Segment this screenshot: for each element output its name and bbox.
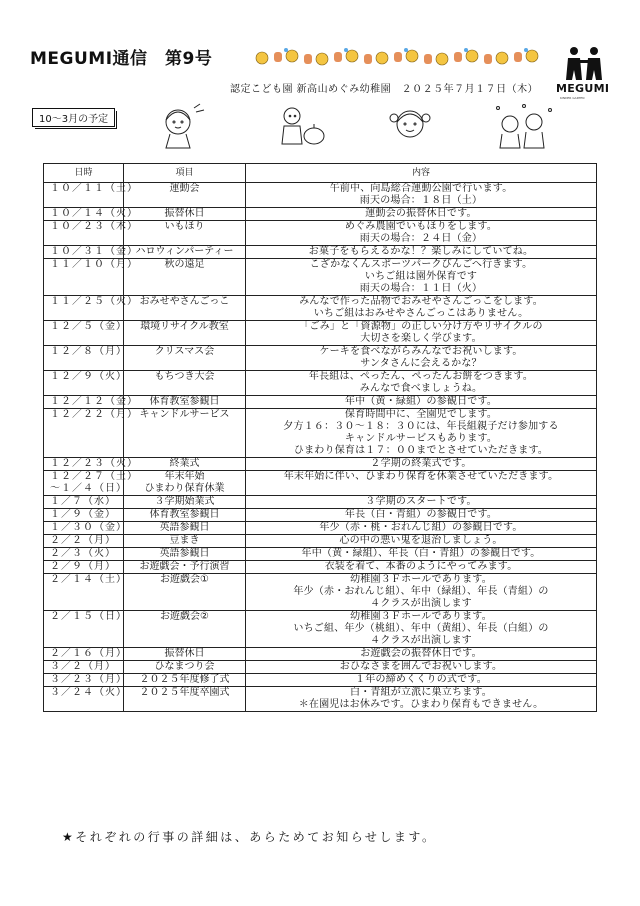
cell-item bbox=[124, 246, 246, 259]
cell-content-line: 年中（黄・緑組）、年長（白・青組）の参観日です。 bbox=[301, 548, 541, 559]
cell-item bbox=[124, 221, 246, 246]
table-row bbox=[44, 574, 597, 611]
table-row bbox=[44, 259, 597, 296]
cell-content bbox=[246, 221, 597, 246]
cell-date-line: ２／１６（月） bbox=[50, 648, 127, 659]
cell-item-line: 振替休日 bbox=[164, 208, 205, 219]
cell-date-line: ～１／４（日） bbox=[50, 483, 127, 494]
cell-item bbox=[124, 471, 246, 496]
table-row bbox=[44, 548, 597, 561]
cell-date bbox=[44, 221, 138, 246]
cell-date bbox=[44, 246, 138, 259]
table-row bbox=[44, 522, 597, 535]
cell-item-line: お遊戯会・予行演習 bbox=[139, 561, 230, 572]
cell-date-line: １２／８（月） bbox=[50, 346, 127, 357]
cell-item bbox=[124, 522, 246, 535]
cell-content bbox=[246, 661, 597, 674]
cell-item bbox=[124, 687, 246, 712]
cell-item bbox=[124, 548, 246, 561]
cell-date bbox=[44, 296, 138, 321]
cell-date-line: １２／２２（月） bbox=[50, 409, 138, 420]
cell-content-line: 幼稚園３Ｆホールであります。 bbox=[350, 611, 492, 622]
school-and-date: 認定こども園 新高山めぐみ幼稚園 ２０２５年７月１７日（木） bbox=[230, 84, 539, 95]
cell-content-line: 年中（黄・緑組）の参観日です。 bbox=[344, 396, 498, 407]
cell-date bbox=[44, 548, 124, 561]
cell-content-line: みんなで食べましょうね。 bbox=[359, 383, 483, 394]
table-row bbox=[44, 321, 597, 346]
table-row bbox=[44, 471, 597, 496]
cell-item-line: ２０２５年度修了式 bbox=[139, 674, 230, 685]
cell-date-line: １／９（金） bbox=[50, 509, 116, 520]
table-row bbox=[44, 208, 597, 221]
cell-content-line: めぐみ農園でいもほりをします。 bbox=[344, 221, 498, 232]
cell-content-line: ３学期のスタートです。 bbox=[365, 496, 477, 507]
cell-item-line: 秋の遠足 bbox=[164, 259, 205, 270]
cell-date-line: １１／２５（火） bbox=[50, 296, 138, 307]
cell-date bbox=[44, 208, 138, 221]
cell-content-line: 雨天の場合：１１日（火） bbox=[359, 283, 483, 294]
cell-content-line: ひまわり保育は１７：００までとさせていただきます。 bbox=[293, 445, 549, 456]
header-date: 日時 bbox=[44, 164, 124, 183]
cell-item bbox=[124, 674, 246, 687]
cell-item-line: 英語参観日 bbox=[159, 522, 210, 533]
cell-content bbox=[246, 396, 597, 409]
cell-item-line: 年末年始 bbox=[164, 471, 205, 482]
cell-date-line: １０／１１（土） bbox=[50, 183, 138, 194]
cell-item-line: 環境リサイクル教室 bbox=[140, 321, 229, 332]
cell-content bbox=[246, 409, 597, 458]
cell-item bbox=[124, 183, 246, 208]
table-row bbox=[44, 458, 597, 471]
cell-content-line: 年長（白・青組）の参観日です。 bbox=[344, 509, 498, 520]
cell-item-line: ひなまつり会 bbox=[154, 661, 215, 672]
table-row bbox=[44, 409, 597, 458]
cell-content-line: 雨天の場合：１８日（土） bbox=[359, 195, 483, 206]
table-row bbox=[44, 183, 597, 208]
cell-content-line: いちご組、年少（桃組）、年中（黄組）、年長（白組）の bbox=[293, 623, 549, 634]
cell-content-line: 午前中、向島総合運動公園で行います。 bbox=[329, 183, 513, 194]
cell-date bbox=[44, 346, 127, 371]
cell-content-line: 運動会の振替休日です。 bbox=[365, 208, 477, 219]
cell-item bbox=[124, 496, 246, 509]
cell-content bbox=[246, 208, 597, 221]
cell-date bbox=[44, 458, 138, 471]
cell-content-line: こざかなくんスポーツパークびんごへ行きます。 bbox=[309, 259, 533, 270]
cell-date-line: １２／２７（土） bbox=[50, 471, 138, 482]
table-row bbox=[44, 561, 597, 574]
cell-item-line: 英語参観日 bbox=[159, 548, 210, 559]
cell-date-line: ２／１４（土） bbox=[50, 574, 127, 585]
cell-content bbox=[246, 561, 597, 574]
cell-item-line: 豆まき bbox=[169, 535, 200, 546]
cell-item bbox=[124, 611, 246, 648]
table-row bbox=[44, 246, 597, 259]
cell-content-line: １年の締めくくりの式です。 bbox=[355, 674, 487, 685]
cell-item bbox=[124, 371, 246, 396]
cell-content-line: 幼稚園３Ｆホールであります。 bbox=[350, 574, 492, 585]
cell-date-line: １０／３１（金） bbox=[50, 246, 138, 257]
cell-date bbox=[44, 522, 127, 535]
footer-note: ★それぞれの行事の詳細は、あらためてお知らせします。 bbox=[62, 830, 437, 844]
cell-item bbox=[124, 648, 246, 661]
cell-item-line: 体育教室参観日 bbox=[149, 396, 220, 407]
cell-date-line: ２／３（火） bbox=[50, 548, 116, 559]
cell-content bbox=[246, 674, 597, 687]
cell-content bbox=[246, 321, 597, 346]
cell-item-line: 運動会 bbox=[169, 183, 200, 194]
cell-item-line: お遊戯会① bbox=[160, 574, 209, 585]
illustration-girl-autumn-icon bbox=[150, 100, 210, 150]
cell-content-line: 大切さを楽しく学びます。 bbox=[360, 333, 482, 344]
cell-item bbox=[124, 661, 246, 674]
cell-item bbox=[124, 296, 246, 321]
cell-item bbox=[124, 346, 246, 371]
cell-content bbox=[246, 346, 597, 371]
cell-content-line: キャンドルサービスもあります。 bbox=[344, 433, 498, 444]
cell-item bbox=[124, 396, 246, 409]
cell-content-line: お遊戯会の振替休日です。 bbox=[360, 648, 482, 659]
cell-date bbox=[44, 496, 124, 509]
cell-item-line: おみせやさんごっこ bbox=[139, 296, 230, 307]
cell-content-line: ４クラスが出演します bbox=[370, 635, 472, 646]
table-header-row bbox=[44, 164, 597, 183]
cell-date-line: １１／１０（月） bbox=[50, 259, 138, 270]
table-row bbox=[44, 687, 597, 712]
cell-item-line: ２０２５年度卒園式 bbox=[139, 687, 230, 698]
megumi-logo-text: MEGUMI bbox=[556, 82, 610, 95]
cell-item-line: もちつき大会 bbox=[154, 371, 215, 382]
cell-date bbox=[44, 183, 138, 208]
table-row bbox=[44, 674, 597, 687]
cell-item bbox=[124, 208, 246, 221]
cell-content-line: 夕方１６：３０～１８：３０には、年長組親子だけ参加する bbox=[283, 421, 559, 432]
cell-date-line: ２／１５（日） bbox=[50, 611, 127, 622]
cell-date bbox=[44, 674, 127, 687]
cell-date bbox=[44, 574, 127, 611]
table-row bbox=[44, 611, 597, 648]
cell-date bbox=[44, 661, 124, 674]
header-content: 内容 bbox=[246, 164, 597, 183]
cell-item bbox=[124, 509, 246, 522]
cell-content-line: 年末年始に伴い、ひまわり保育を休業させていただきます。 bbox=[283, 471, 559, 482]
cell-content-line: みんなで作った品物でおみせやさんごっこをします。 bbox=[299, 296, 543, 307]
cell-content-line: お菓子をもらえるかな！？楽しみにしていてね。 bbox=[308, 246, 534, 257]
cell-content-line: 雨天の場合：２４日（金） bbox=[359, 233, 483, 244]
cell-date bbox=[44, 509, 124, 522]
cell-content bbox=[246, 371, 597, 396]
cell-date-line: ３／２４（火） bbox=[50, 687, 127, 698]
cell-date bbox=[44, 321, 127, 346]
cell-content bbox=[246, 535, 597, 548]
section-label: 10～3月の予定 bbox=[32, 108, 115, 127]
cell-content bbox=[246, 183, 597, 208]
cell-date bbox=[44, 471, 138, 496]
cell-date-line: １０／２３（木） bbox=[50, 221, 138, 232]
cell-content bbox=[246, 548, 597, 561]
illustration-child-pumpkin-icon bbox=[270, 100, 330, 152]
cell-content bbox=[246, 574, 597, 611]
cell-date-line: ２／９（月） bbox=[50, 561, 116, 572]
cell-content bbox=[246, 509, 597, 522]
cell-item-line: ひまわり保育休業 bbox=[144, 483, 225, 494]
newsletter-title: MEGUMI通信 第9号 bbox=[30, 49, 213, 69]
cell-item-line: クリスマス会 bbox=[154, 346, 215, 357]
cell-date bbox=[44, 648, 127, 661]
cell-content-line: ２学期の終業式です。 bbox=[370, 458, 472, 469]
cell-item bbox=[124, 458, 246, 471]
header-item: 項目 bbox=[124, 164, 246, 183]
cell-date-line: ３／２（月） bbox=[50, 661, 116, 672]
logo-subtext: KINDER GARTEN bbox=[560, 96, 585, 100]
cell-content bbox=[246, 611, 597, 648]
cell-content-line: 白・青組が立派に巣立ちます。 bbox=[350, 687, 492, 698]
cell-item bbox=[124, 574, 246, 611]
cell-date bbox=[44, 535, 124, 548]
cell-item-line: 振替休日 bbox=[164, 648, 205, 659]
table-row bbox=[44, 509, 597, 522]
cell-content-line: 年少（赤・おれんじ組）、年中（緑組）、年長（青組）の bbox=[293, 586, 549, 597]
cell-content bbox=[246, 522, 597, 535]
cell-content-line: 心の中の悪い鬼を退治しましょう。 bbox=[339, 535, 503, 546]
cell-date-line: １２／９（火） bbox=[50, 371, 127, 382]
cell-content-line: おひなさまを囲んでお祝いします。 bbox=[339, 661, 503, 672]
cell-date bbox=[44, 561, 124, 574]
schedule-table bbox=[43, 163, 597, 712]
table-row bbox=[44, 648, 597, 661]
cell-content-line: ＊在園児はお休みです。ひまわり保育もできません。 bbox=[298, 699, 544, 710]
cell-item bbox=[124, 321, 246, 346]
cell-content-line: いちご組はおみせやさんごっこはありません。 bbox=[313, 308, 529, 319]
schedule-body bbox=[44, 183, 597, 712]
cell-content-line: 保育時間中に、全園児でします。 bbox=[344, 409, 498, 420]
cell-date-line: １／７（水） bbox=[50, 496, 116, 507]
cell-content-line: 年長組は、ぺったん、ぺったんお餅をつきます。 bbox=[308, 371, 534, 382]
cell-date bbox=[44, 611, 127, 648]
cell-date bbox=[44, 371, 127, 396]
cell-date bbox=[44, 409, 138, 458]
cell-item-line: ３学期始業式 bbox=[154, 496, 215, 507]
cell-content-line: サンタさんに会えるかな？ bbox=[360, 358, 482, 369]
cell-content-line: ４クラスが出演します bbox=[370, 598, 472, 609]
cell-date-line: １０／１４（火） bbox=[50, 208, 138, 219]
cell-content bbox=[246, 246, 597, 259]
cell-item-line: いもほり bbox=[164, 221, 205, 232]
cell-content bbox=[246, 648, 597, 661]
table-row bbox=[44, 221, 597, 246]
cell-content bbox=[246, 458, 597, 471]
table-row bbox=[44, 496, 597, 509]
cell-content-line: いちご組は園外保育です bbox=[364, 271, 478, 282]
cell-content-line: 衣装を着て、本番のようにやってみます。 bbox=[324, 561, 518, 572]
cell-date-line: ２／２（月） bbox=[50, 535, 116, 546]
illustration-girl-face-icon bbox=[380, 100, 440, 152]
cell-date bbox=[44, 259, 138, 296]
cell-date-line: ３／２３（月） bbox=[50, 674, 127, 685]
cell-content bbox=[246, 471, 597, 496]
cell-date bbox=[44, 687, 127, 712]
decorative-animal-border bbox=[252, 46, 542, 68]
cell-content bbox=[246, 296, 597, 321]
cell-date-line: １／３０（金） bbox=[50, 522, 127, 533]
table-row bbox=[44, 535, 597, 548]
illustration-snow-children-icon bbox=[490, 100, 560, 152]
cell-content-line: ケーキを食べながらみんなでお祝いします。 bbox=[319, 346, 523, 357]
cell-item-line: キャンドルサービス bbox=[139, 409, 230, 420]
cell-content bbox=[246, 687, 597, 712]
cell-item bbox=[124, 259, 246, 296]
cell-content bbox=[246, 496, 597, 509]
cell-item bbox=[124, 535, 246, 548]
cell-content-line: 年少（赤・桃・おれんじ組）の参観日です。 bbox=[319, 522, 523, 533]
table-row bbox=[44, 296, 597, 321]
cell-content-line: 「ごみ」と「資源物」の正しい分け方やリサイクルの bbox=[299, 321, 543, 332]
cell-date-line: １２／１２（金） bbox=[50, 396, 138, 407]
cell-date bbox=[44, 396, 138, 409]
table-row bbox=[44, 396, 597, 409]
table-row bbox=[44, 371, 597, 396]
cell-item-line: ハロウィンパーティー bbox=[135, 246, 234, 257]
table-row bbox=[44, 346, 597, 371]
cell-item bbox=[124, 561, 246, 574]
cell-item-line: 体育教室参観日 bbox=[149, 509, 220, 520]
table-row bbox=[44, 661, 597, 674]
cell-content bbox=[246, 259, 597, 296]
cell-item-line: 終業式 bbox=[169, 458, 200, 469]
cell-date-line: １２／５（金） bbox=[50, 321, 127, 332]
cell-item bbox=[124, 409, 246, 458]
cell-date-line: １２／２３（火） bbox=[50, 458, 138, 469]
cell-item-line: お遊戯会② bbox=[160, 611, 209, 622]
